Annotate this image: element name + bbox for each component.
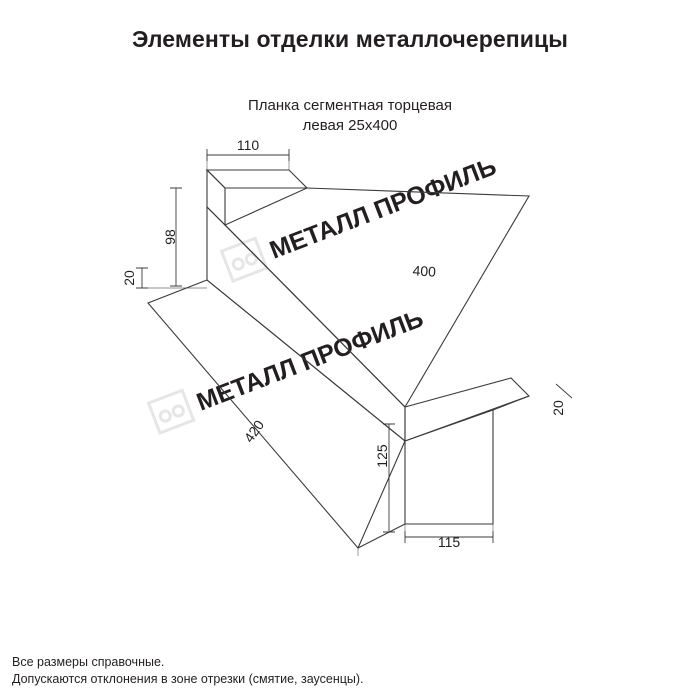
bottom-right-connector [493, 396, 529, 410]
bottom-front-face [405, 410, 493, 524]
footnote-line-1: Все размеры справочные. [12, 655, 165, 669]
product-name-line1: Планка сегментная торцевая [247, 97, 453, 114]
product-name-line2: левая 25х400 [302, 117, 398, 134]
dim-label-420: 420 [240, 416, 268, 446]
dim-label-20-left: 20 [121, 270, 137, 286]
watermark-lower [149, 301, 428, 433]
watermark-text: МЕТАЛЛ ПРОФИЛЬ [265, 152, 501, 265]
footnotes [12, 654, 364, 688]
dim-label-98: 98 [162, 229, 178, 245]
right-return-face [405, 378, 529, 441]
dim-label-125: 125 [374, 444, 390, 468]
lower-left-face [148, 280, 405, 548]
dim-label-110: 110 [236, 137, 260, 153]
footnote-line-2: Допускаются отклонения в зоне отрезки (смятие, заусенцы). [12, 672, 364, 686]
page-title: Элементы отделки металлочерепицы [131, 26, 568, 52]
watermark-upper [222, 149, 501, 281]
bottom-left-connector [358, 524, 405, 548]
dim-110-ext [207, 155, 289, 170]
dim-label-115: 115 [437, 534, 461, 550]
right-edge-helper [529, 196, 550, 382]
dim-label-20-right: 20 [550, 400, 566, 416]
dim-115-ext [358, 524, 493, 556]
watermark-text: МЕТАЛЛ ПРОФИЛЬ [192, 304, 428, 417]
dim-20-right-line [556, 384, 572, 398]
watermark-group [149, 149, 501, 433]
dim-label-400: 400 [412, 262, 437, 280]
